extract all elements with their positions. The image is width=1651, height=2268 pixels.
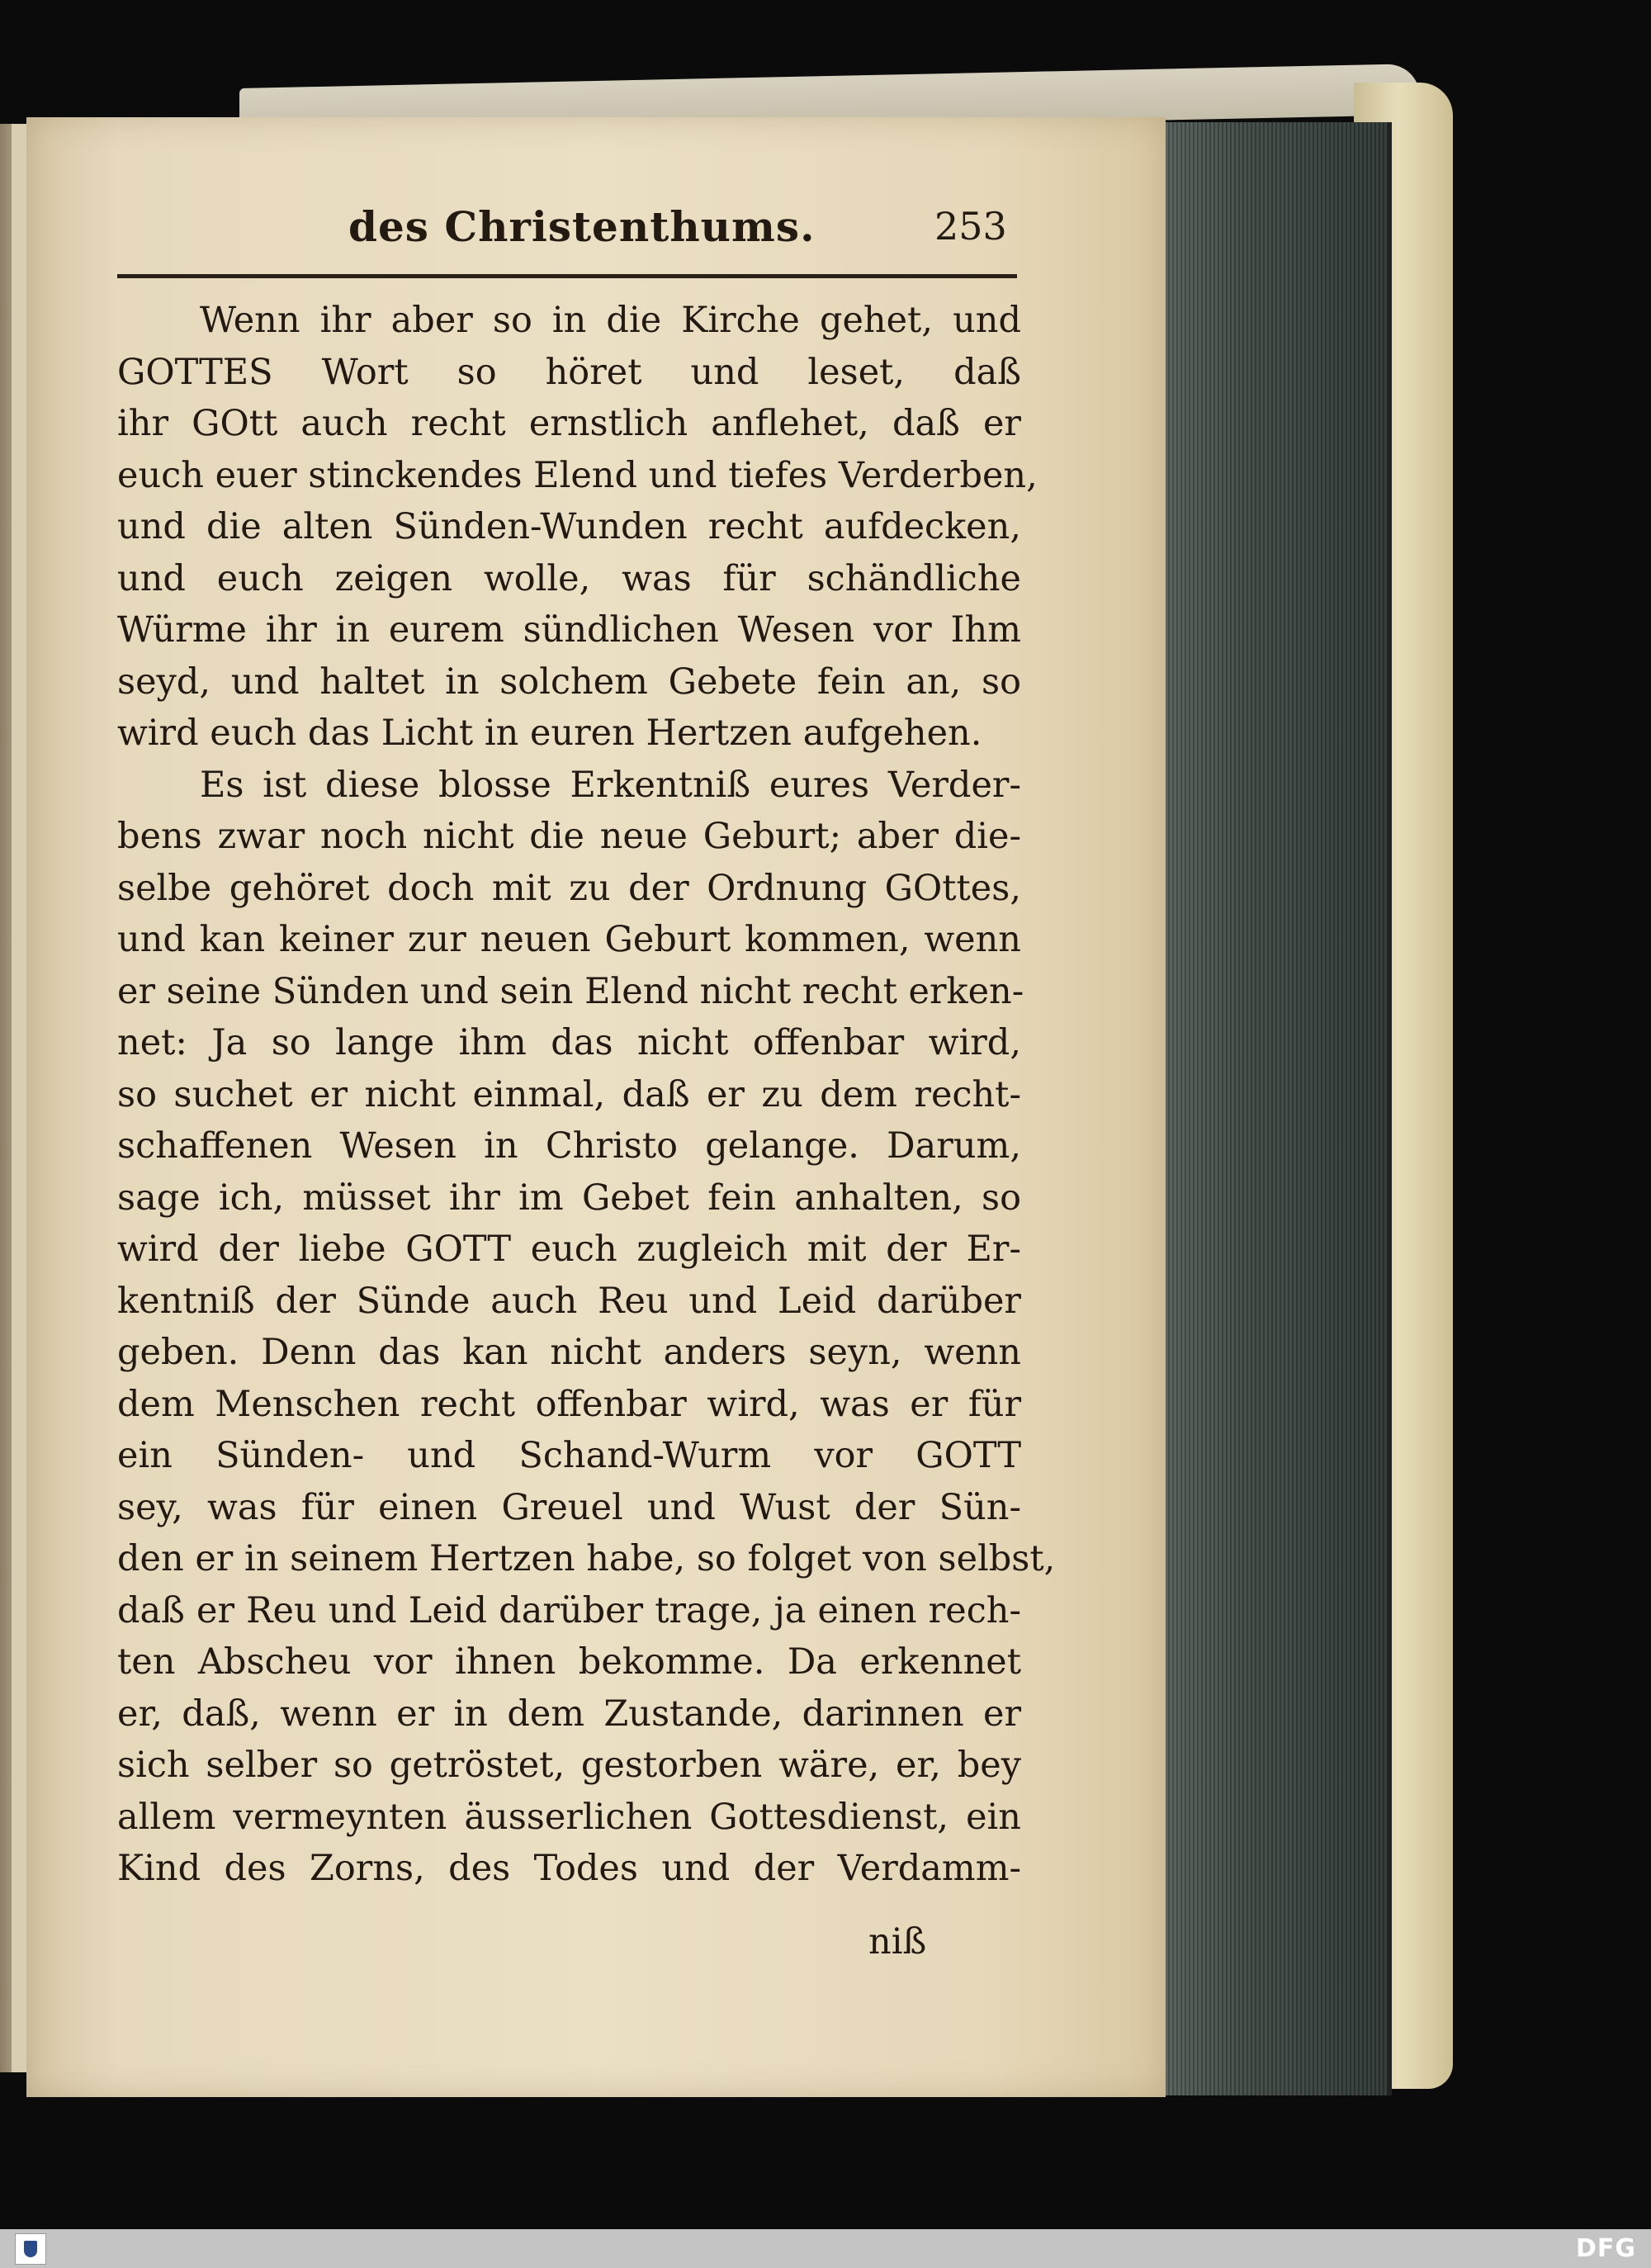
text-line: euch euer stinckendes Elend und tiefes Verderben, [117,454,1038,496]
header-rule [117,274,1017,278]
text-line: Würme ihr in eurem sündlichen Wesen vor Ihm [117,609,1021,651]
text-line: Wenn ihr aber so in die Kirche gehet, und [200,300,1021,341]
text-line: ihr GOtt auch recht ernstlich anflehet, daß er [117,403,1021,444]
text-line: bens zwar noch nicht die neue Geburt; aber die- [117,816,1021,857]
text-line: sich selber so getröstet, gestorben wäre, er, bey [117,1745,1021,1786]
text-line: schaffenen Wesen in Christo gelange. Darum, [117,1125,1021,1167]
text-line: Kind des Zorns, des Todes und der Verdamm- [117,1848,1021,1889]
text-line: seyd, und haltet in solchem Gebete fein an, so [117,661,1021,703]
text-line: und euch zeigen wolle, was für schändliche [117,557,1021,599]
catchword: niß [868,1921,927,1963]
text-line: wird euch das Licht in euren Hertzen aufgehen. [117,713,982,754]
text-line: sey, was für einen Greuel und Wust der Sün- [117,1486,1021,1528]
text-line: GOTTES Wort so höret und leset, daß [117,351,1021,393]
text-line: daß er Reu und Leid darüber trage, ja einen rech- [117,1589,1021,1631]
text-line: so suchet er nicht einmal, daß er zu dem recht- [117,1073,1021,1115]
page-block-fore-edge [1147,122,1392,2095]
text-line: ein Sünden- und Schand-Wurm vor GOTT [117,1435,1021,1476]
book-page [26,117,1166,2097]
text-line: net: Ja so lange ihm das nicht offenbar wird, [117,1022,1021,1063]
text-line: er seine Sünden und sein Elend nicht recht erken- [117,970,1024,1012]
text-line: den er in seinem Hertzen habe, so folget von selbst, [117,1538,1056,1579]
page-header [117,202,1017,268]
text-line: und die alten Sünden-Wunden recht aufdecken, [117,506,1021,547]
text-line: kentniß der Sünde auch Reu und Leid darüber [117,1280,1021,1322]
text-line: Es ist diese blosse Erkentniß eures Verder- [200,764,1021,806]
text-line: geben. Denn das kan nicht anders seyn, wenn [117,1332,1021,1373]
page-number: 253 [934,204,1007,249]
dfg-logo[interactable]: DFG [1575,2234,1636,2263]
text-line: selbe gehöret doch mit zu der Ordnung GOttes, [117,867,1021,909]
running-title: des Christenthums. [348,202,816,251]
previous-page-strip [12,124,28,2072]
library-logo-icon[interactable] [15,2233,46,2265]
text-line: allem vermeynten äusserlichen Gottesdienst, ein [117,1796,1021,1838]
text-line: ten Abscheu vor ihnen bekomme. Da erkennet [117,1641,1021,1683]
text-line: dem Menschen recht offenbar wird, was er für [117,1383,1021,1425]
text-line: wird der liebe GOTT euch zugleich mit der Er- [117,1229,1021,1270]
body-text [117,295,1056,1895]
text-line: er, daß, wenn er in dem Zustande, darinnen er [117,1693,1021,1735]
text-line: sage ich, müsset ihr im Gebet fein anhalten, so [117,1177,1021,1219]
viewer-footer-bar [0,2229,1651,2268]
text-line: und kan keiner zur neuen Geburt kommen, wenn [117,919,1021,960]
